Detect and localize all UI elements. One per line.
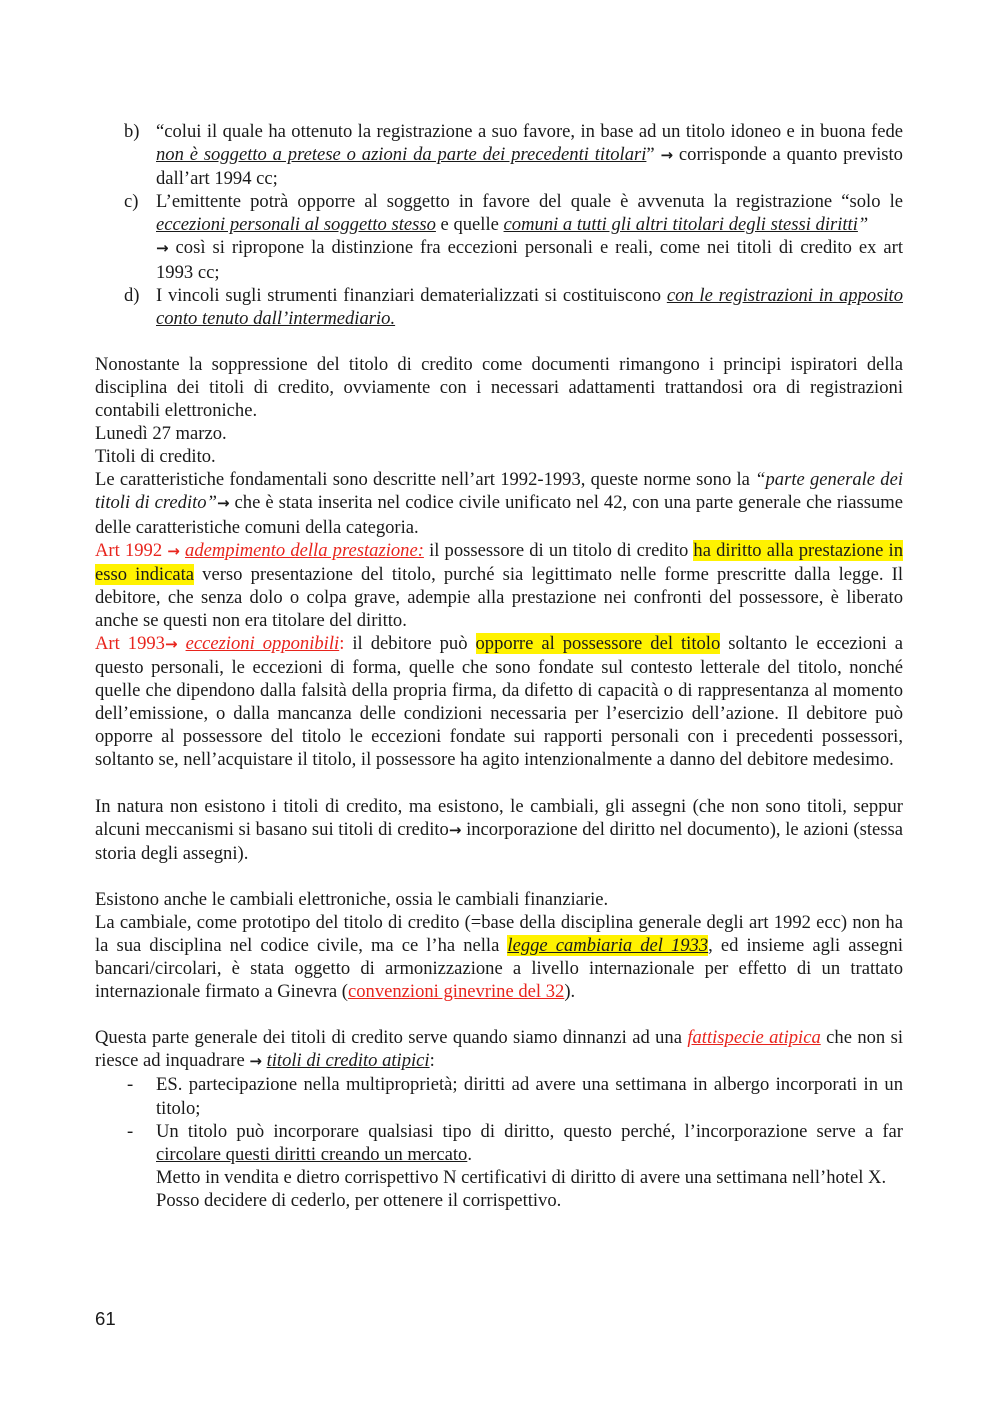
red-underlined-text: fattispecie atipica [687,1027,821,1049]
list-item-dash [95,1073,903,1119]
text: ” [857,214,869,236]
text: Le caratteristiche fondamentali sono descritte nell’art 1992-1993, queste norme sono la [95,469,756,491]
list-marker: b) [124,121,140,142]
text: incorporazione del diritto nel documento), le azioni (stessa storia degli assegni). [95,818,903,864]
list-marker: c) [124,191,139,213]
paragraph: Esistono anche le cambiali elettroniche, ossia le cambiali finanziarie. [95,888,609,910]
document-body [95,120,903,1212]
arrow-icon: → [249,1052,262,1071]
underlined-text: circolare questi diritti creando un mercato [156,1143,468,1165]
underlined-italic-text: non è soggetto a pretese o azioni da parte dei precedenti titolari [156,144,647,166]
section-heading: Titoli di credito. [95,446,216,468]
highlighted-text: ha diritto alla prestazione in esso indicata [95,539,903,585]
arrow-icon: → [448,820,462,839]
text: Posso decidere di cederlo, per ottenere il corrispettivo. [156,1189,562,1211]
arrow-icon: → [167,541,180,560]
red-underlined-text: convenzioni ginevrine del 32 [347,981,565,1003]
underlined-italic-text: titoli di credito atipici [266,1050,430,1072]
text: che non si riesce ad inquadrare [95,1027,903,1072]
paragraph: Nonostante la soppressione del titolo di credito come documenti rimangono i principi ispiratori della disciplina dei titoli di credito, ovviamente con i necessari adattamenti trattandosi ora di registrazioni contabili elettroniche. [95,353,903,422]
text: soltanto le eccezioni a questo personali, le eccezioni di forma, quelle che sono fondate sul contesto letterale del titolo, nonché quelle che dipendono dalla falsità della propria firma, da difetto di capacità o di rappresentanza al momento dell’emissione, o dalla mancanza delle condizioni necessaria per l’esercizio dell’azione. Il debitore può opporre al possessore del titolo le eccezioni fondate sui rapporti personali con i precedenti possessori, soltanto se, nell’acquistare il titolo, il possessore ha agito intenzionalmente a danno del debitore medesimo. [95,632,903,771]
text: il possessore di un titolo di credito [423,539,694,561]
list-marker: - [127,1074,134,1096]
article-title: adempimento della prestazione: [185,539,424,561]
list-item-c [95,190,903,283]
list-marker: - [127,1120,134,1142]
arrow-icon: → [216,494,230,513]
text: verso presentazione del titolo, purché sia legittimato nelle forme prescritte dalla legge. Il debitore, che senza dolo o colpa grave, adempie alla prestazione nei confronti del possessore, è liberato anche se questi non era titolare del diritto. [95,563,903,631]
underlined-italic-text: con le registrazioni in apposito conto tenuto dall’intermediario. [156,284,903,329]
arrow-icon: → [660,146,674,165]
text: . [467,1143,472,1165]
list-item-dash [95,1120,903,1212]
article-1993 [95,632,903,772]
list-item-b [95,120,903,190]
article-title: eccezioni opponibili [185,632,340,654]
paragraph [95,795,903,865]
text: : [429,1050,435,1072]
text: La cambiale, come prototipo del titolo di credito (=base della disciplina generale degli art 1992 ecc) non ha la sua disciplina nel codice civile, ma ce l’ha nella [95,911,903,956]
text: In natura non esistono i titoli di credito, ma esistono, le cambiali, gli assegni (che non sono titoli, seppur alcuni meccanismi si basano sui titoli di credito [95,795,903,840]
paragraph [95,468,903,538]
text: e quelle [435,214,504,236]
paragraph [95,1026,903,1073]
text: ” [646,144,661,166]
text: L’emittente potrà opporre al soggetto in favore del quale è avvenuta la registrazione “solo le [156,191,903,213]
text: ). [564,981,576,1003]
page-number: 61 [95,1308,116,1329]
text: Metto in vendita e dietro corrispettivo N certificativi di diritto di avere una settimana nell’hotel X. [156,1166,887,1188]
text: il debitore può [344,632,476,654]
highlighted-text: opporre al possessore del titolo [475,632,721,654]
text: ES. partecipazione nella multiproprietà; diritti ad avere una settimana in albergo incorporati in un titolo; [156,1074,903,1119]
text: “colui il quale ha ottenuto la registrazione a suo favore, in base ad un titolo idoneo e in buona fede [156,121,903,142]
arrow-icon: → [164,634,178,653]
arrow-icon: → [156,239,169,258]
text: che è stata inserita nel codice civile unificato nel 42, con una parte generale che riassume delle caratteristiche comuni della categoria. [95,492,903,538]
underlined-italic-text: eccezioni personali al soggetto stesso [156,214,436,236]
text: Un titolo può incorporare qualsiasi tipo di diritto, questo perché, l’incorporazione serve a far [156,1120,903,1142]
text: I vincoli sugli strumenti finanziari dematerializzati si costituiscono [156,284,667,306]
text: così si ripropone la distinzione fra eccezioni personali e reali, come nei titoli di credito ex art 1993 cc; [156,237,903,283]
italic-text: “parte generale dei titoli di credito” [95,469,903,514]
text: Questa parte generale dei titoli di credito serve quando siamo dinnanzi ad una [95,1027,688,1049]
underlined-italic-text: comuni a tutti gli altri titolari degli stessi diritti [503,214,858,236]
paragraph [95,911,903,1003]
text: : [339,632,345,654]
article-label: Art 1993 [95,632,165,654]
text: , ed insieme agli assegni bancari/circolari, è stata oggetto di armonizzazione a livello internazionale per effetto di un trattato internazionale firmato a Ginevra ( [95,935,903,1003]
text: corrisponde a quanto previsto dall’art 1994 cc; [156,144,903,190]
article-1992 [95,539,903,632]
highlighted-text: legge cambiaria del 1933 [507,935,709,956]
list-item-d [95,284,903,330]
date-line: Lunedì 27 marzo. [95,423,227,445]
article-label: Art 1992 [95,539,168,561]
list-marker: d) [124,284,140,306]
